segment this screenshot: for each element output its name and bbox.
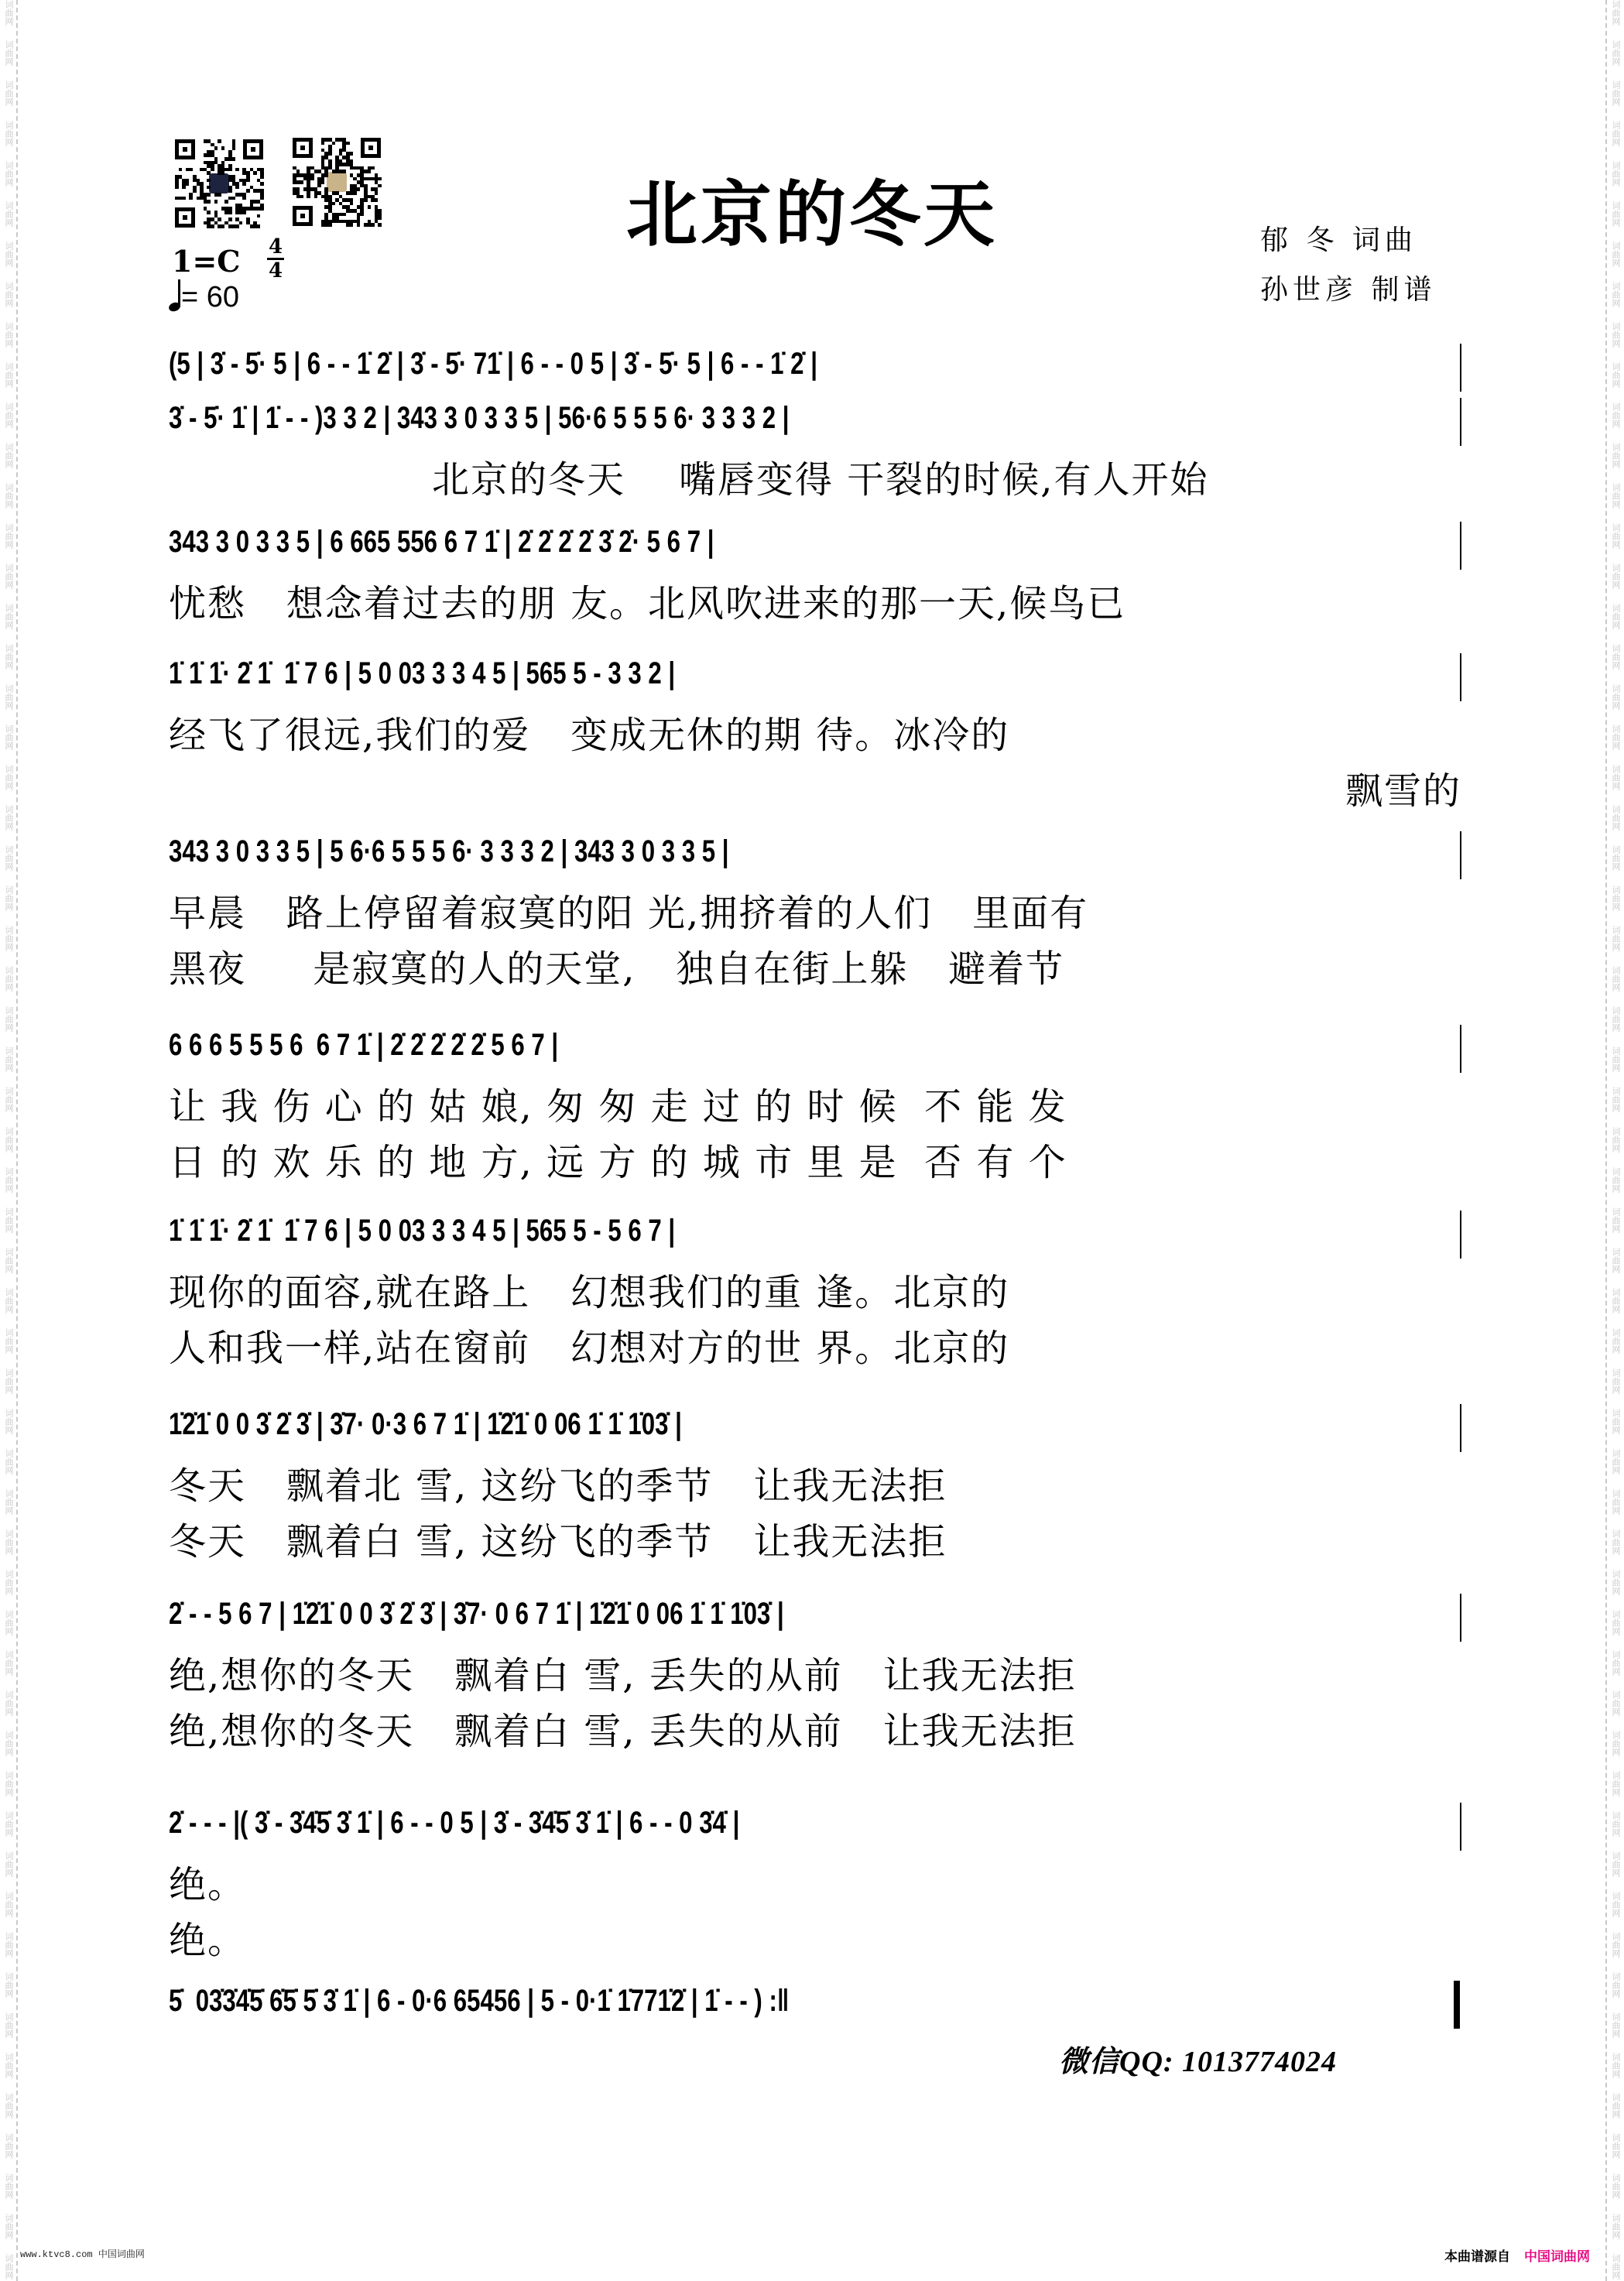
watermark-text: 词曲网: [4, 322, 13, 348]
time-signature: [267, 237, 284, 281]
watermark-text: 词曲网: [4, 443, 13, 468]
watermark-text: 词曲网: [4, 1972, 13, 1998]
watermark-text: 词曲网: [1611, 2093, 1620, 2118]
watermark-text: 词曲网: [1611, 2254, 1620, 2279]
watermark-text: 词曲网: [4, 1248, 13, 1273]
watermark-text: 词曲网: [1611, 885, 1620, 911]
watermark-text: 词曲网: [4, 1892, 13, 1917]
watermark-text: 词曲网: [4, 765, 13, 790]
barline: [1460, 1803, 1461, 1851]
watermark-text: 词曲网: [1611, 1610, 1620, 1635]
watermark-text: 词曲网: [1611, 1046, 1620, 1072]
watermark-text: 词曲网: [1611, 201, 1620, 227]
watermark-text: 词曲网: [1611, 1449, 1620, 1474]
watermark-text: 词曲网: [4, 2053, 13, 2078]
right-dashed-divider: [1605, 0, 1607, 2281]
lyricist-composer-credit: 郁 冬 词曲: [1260, 224, 1417, 256]
watermark-text: 词曲网: [4, 1409, 13, 1434]
watermark-text: 词曲网: [4, 1610, 13, 1635]
watermark-text: 词曲网: [1611, 1570, 1620, 1595]
watermark-text: 词曲网: [4, 1368, 13, 1394]
watermark-text: 词曲网: [4, 0, 13, 26]
watermark-text: 词曲网: [1611, 805, 1620, 831]
watermark-text: 词曲网: [1611, 443, 1620, 468]
notation-line: 3̇ - 5̇· 1̇ | 1̇ - - )3 3 2 | 343 3 0 3 3 5 | 56·6 5 5 5 6· 3 3 3 2 |: [169, 401, 790, 435]
watermark-text: 词曲网: [1611, 926, 1620, 951]
barline: [1460, 653, 1461, 701]
watermark-text: 词曲网: [1611, 1731, 1620, 1756]
barline: [1460, 344, 1461, 392]
watermark-text: 词曲网: [4, 161, 13, 187]
watermark-text: 词曲网: [1611, 402, 1620, 428]
watermark-text: 词曲网: [1611, 1851, 1620, 1877]
source-credit: [1444, 2245, 1590, 2265]
watermark-text: 词曲网: [4, 1046, 13, 1072]
watermark-text: 词曲网: [1611, 1650, 1620, 1676]
site-footer-left[interactable]: [20, 2247, 145, 2260]
watermark-text: 词曲网: [1611, 1006, 1620, 1032]
watermark-text: 词曲网: [1611, 2012, 1620, 2038]
quarter-note-icon: [169, 280, 181, 311]
watermark-text: 词曲网: [4, 1650, 13, 1676]
watermark-text: 词曲网: [4, 1489, 13, 1515]
watermark-text: 词曲网: [4, 80, 13, 106]
watermark-text: 词曲网: [1611, 2053, 1620, 2078]
watermark-text: 词曲网: [4, 2254, 13, 2279]
notation-line: 6 6 6 5 5 5 6 6 7 1̇ | 2̇ 2̇ 2̇ 2̇ 2̇ 5 6 7 |: [169, 1028, 559, 1062]
watermark-text: 词曲网: [4, 644, 13, 670]
watermark-text: 词曲网: [1611, 765, 1620, 790]
tempo-value: = 60: [181, 281, 240, 313]
lyric-line: 日 的 欢 乐 的 地 方, 远 方 的 城 市 里 是 否 有 个: [169, 1141, 1067, 1184]
source-label: 本曲谱源自: [1444, 2249, 1510, 2265]
watermark-text: 词曲网: [1611, 1489, 1620, 1515]
notation-system-1: [169, 341, 1461, 395]
watermark-text: 词曲网: [4, 201, 13, 227]
watermark-text: 词曲网: [4, 1731, 13, 1756]
watermark-text: 词曲网: [4, 2173, 13, 2199]
lyric-line: 绝。: [169, 1919, 247, 1962]
watermark-text: 词曲网: [1611, 1248, 1620, 1273]
lyric-line: 北京的冬天 嘴唇变得 干裂的时候,有人开始: [432, 458, 1209, 502]
watermark-text: 词曲网: [4, 1570, 13, 1595]
lyric-line: 绝,想你的冬天 飘着白 雪, 丢失的从前 让我无法拒: [169, 1654, 1077, 1697]
watermark-text: 词曲网: [1611, 1288, 1620, 1313]
watermark-text: 词曲网: [4, 402, 13, 428]
notation-line: 5̇ 03̇3̇4̇5̇ 6̇5̇ 5̇ 3̇ 1̇ | 6 - 0·6 65456 | 5 - 0·1̇ 1̇771̇2̇ | 1̇ - - ) :‖: [169, 1984, 790, 2018]
watermark-text: 词曲网: [1611, 1328, 1620, 1354]
lyric-line: 人和我一样,站在窗前 幻想对方的世 界。北京的: [169, 1327, 1010, 1370]
watermark-text: 词曲网: [1611, 1087, 1620, 1112]
lyric-line: 冬天 飘着白 雪, 这纷飞的季节 让我无法拒: [169, 1520, 947, 1563]
lyric-line: 绝。: [169, 1863, 247, 1906]
time-signature-bottom: 4: [268, 259, 283, 283]
watermark-text: 词曲网: [1611, 563, 1620, 589]
watermark-text: 词曲网: [1611, 282, 1620, 307]
contact-info: 微信QQ: 1013774024: [1059, 2046, 1338, 2078]
source-brand-link[interactable]: 中国词曲网: [1524, 2249, 1590, 2265]
notation-line: (5 | 3̇ - 5̇· 5 | 6 - - 1̇ 2̇ | 3̇ - 5̇· 71̇ | 6 - - 0 5 | 3̇ - 5̇· 5 | 6 - - 1̇ 2̇ |: [169, 347, 817, 381]
barline: [1460, 1404, 1461, 1452]
watermark-text: 词曲网: [1611, 523, 1620, 549]
watermark-text: 词曲网: [1611, 1690, 1620, 1716]
barline: [1460, 398, 1461, 446]
watermark-text: 词曲网: [1611, 1972, 1620, 1998]
watermark-text: 词曲网: [4, 362, 13, 388]
notation-line: 1̇2̇1̇ 0 0 3̇ 2̇ 3̇ | 3̇7· 0·3 6 7 1̇ | 1̇2̇1̇ 0 06 1̇ 1̇ 1̇03̇ |: [169, 1407, 682, 1441]
right-watermark-column: [1593, 0, 1624, 2281]
watermark-text: 词曲网: [4, 604, 13, 629]
watermark-text: 词曲网: [1611, 1409, 1620, 1434]
notation-line: 2̇ - - - |( 3̇ - 3̇4̇5̇ 3̇ 1̇ | 6 - - 0 5 | 3̇ - 3̇4̇5̇ 3̇ 1̇ | 6 - - 0 3̇4̇ |: [169, 1806, 740, 1840]
time-signature-top: 4: [268, 235, 283, 259]
transcriber-credit: 孙世彦 制谱: [1260, 274, 1437, 306]
watermark-text: 词曲网: [1611, 684, 1620, 710]
lyric-line: 让 我 伤 心 的 姑 娘, 匆 匆 走 过 的 时 候 不 能 发: [169, 1085, 1067, 1129]
final-repeat-barline: [1454, 1981, 1460, 2029]
watermark-text: 词曲网: [1611, 1127, 1620, 1152]
watermark-text: 词曲网: [4, 563, 13, 589]
watermark-text: 词曲网: [4, 1449, 13, 1474]
notation-line: 343 3 0 3 3 5 | 6 665 556 6 7 1̇ | 2̇ 2̇ 2̇ 2̇ 3̇ 2̇· 5 6 7 |: [169, 525, 714, 559]
watermark-text: 词曲网: [1611, 241, 1620, 267]
watermark-text: 词曲网: [1611, 322, 1620, 348]
watermark-text: 词曲网: [4, 523, 13, 549]
barline: [1460, 1594, 1461, 1642]
key-signature: 1=C: [172, 244, 241, 279]
watermark-text: 词曲网: [4, 2133, 13, 2159]
lyric-line: 黑夜 是寂寞的人的天堂, 独自在街上躲 避着节: [169, 947, 1065, 991]
barline: [1460, 522, 1461, 570]
watermark-text: 词曲网: [4, 1207, 13, 1233]
notation-line: 1̇ 1̇ 1̇· 2̇ 1̇ 1̇ 7 6 | 5 0 03 3 3 4 5 | 565 5 - 3 3 2 |: [169, 656, 676, 690]
left-dashed-divider: [16, 0, 18, 2281]
watermark-text: 词曲网: [1611, 1811, 1620, 1837]
watermark-text: 词曲网: [1611, 121, 1620, 146]
notation-system-9: [169, 1591, 1461, 1645]
watermark-text: 词曲网: [4, 2012, 13, 2038]
watermark-text: 词曲网: [4, 845, 13, 871]
left-watermark-column: [0, 0, 31, 2281]
watermark-text: 词曲网: [4, 1087, 13, 1112]
barline: [1460, 1211, 1461, 1259]
watermark-text: 词曲网: [1611, 1368, 1620, 1394]
lyric-line: 飘雪的: [1345, 769, 1461, 813]
watermark-text: 词曲网: [1611, 483, 1620, 509]
notation-line: 343 3 0 3 3 5 | 5 6·6 5 5 5 6· 3 3 3 2 | 343 3 0 3 3 5 |: [169, 834, 729, 868]
watermark-text: 词曲网: [1611, 1892, 1620, 1917]
watermark-text: 词曲网: [1611, 1529, 1620, 1555]
watermark-text: 词曲网: [4, 1851, 13, 1877]
watermark-text: 词曲网: [4, 684, 13, 710]
watermark-text: 词曲网: [1611, 724, 1620, 750]
notation-system-7: [169, 1207, 1461, 1262]
lyric-line: 早晨 路上停留着寂寞的阳 光,拥挤着的人们 里面有: [169, 892, 1089, 935]
notation-system-11: [169, 1978, 1461, 2032]
notation-system-2: [169, 395, 1461, 449]
page-title: 北京的冬天: [625, 173, 998, 256]
watermark-text: 词曲网: [1611, 604, 1620, 629]
watermark-text: 词曲网: [4, 885, 13, 911]
watermark-text: 词曲网: [4, 1127, 13, 1152]
lyric-line: 忧愁 想念着过去的朋 友。北风吹进来的那一天,候鸟已: [169, 582, 1126, 625]
watermark-text: 词曲网: [4, 1690, 13, 1716]
watermark-text: 词曲网: [1611, 2133, 1620, 2159]
watermark-text: 词曲网: [4, 1328, 13, 1354]
notation-system-10: [169, 1800, 1461, 1854]
watermark-text: 词曲网: [4, 724, 13, 750]
watermark-text: 词曲网: [1611, 2173, 1620, 2199]
watermark-text: 词曲网: [1611, 966, 1620, 992]
notation-system-8: [169, 1401, 1461, 1455]
watermark-text: 词曲网: [4, 805, 13, 831]
watermark-text: 词曲网: [1611, 2214, 1620, 2239]
watermark-text: 词曲网: [4, 1288, 13, 1313]
watermark-text: 词曲网: [1611, 644, 1620, 670]
lyric-line: 现你的面容,就在路上 幻想我们的重 逢。北京的: [169, 1271, 1010, 1314]
watermark-text: 词曲网: [1611, 80, 1620, 106]
watermark-text: 词曲网: [1611, 161, 1620, 187]
watermark-text: 词曲网: [1611, 40, 1620, 66]
watermark-text: 词曲网: [1611, 1207, 1620, 1233]
notation-system-3: [169, 519, 1461, 573]
site-url-link[interactable]: www.ktvc8.com: [20, 2249, 93, 2260]
watermark-text: 词曲网: [4, 1006, 13, 1032]
barline: [1460, 831, 1461, 879]
barline: [1460, 1025, 1461, 1073]
watermark-text: 词曲网: [4, 241, 13, 267]
watermark-text: 词曲网: [4, 121, 13, 146]
watermark-text: 词曲网: [4, 966, 13, 992]
watermark-text: 词曲网: [4, 926, 13, 951]
notation-line: 2̇ - - 5 6 7 | 1̇2̇1̇ 0 0 3̇ 2̇ 3̇ | 3̇7· 0 6 7 1̇ | 1̇2̇1̇ 0 06 1̇ 1̇ 1̇03̇ |: [169, 1597, 784, 1631]
watermark-text: 词曲网: [4, 1167, 13, 1193]
watermark-text: 词曲网: [4, 40, 13, 66]
notation-line: 1̇ 1̇ 1̇· 2̇ 1̇ 1̇ 7 6 | 5 0 03 3 3 4 5 | 565 5 - 5 6 7 |: [169, 1214, 676, 1248]
site-name-label: 中国词曲网: [98, 2248, 145, 2259]
watermark-text: 词曲网: [1611, 0, 1620, 26]
notation-system-6: [169, 1022, 1461, 1076]
watermark-text: 词曲网: [4, 483, 13, 509]
lyric-line: 经飞了很远,我们的爱 变成无休的期 待。冰冷的: [169, 714, 1010, 757]
watermark-text: 词曲网: [4, 1771, 13, 1796]
watermark-text: 词曲网: [4, 282, 13, 307]
watermark-text: 词曲网: [1611, 362, 1620, 388]
watermark-text: 词曲网: [1611, 1771, 1620, 1796]
lyric-line: 冬天 飘着北 雪, 这纷飞的季节 让我无法拒: [169, 1464, 947, 1508]
notation-system-4: [169, 650, 1461, 704]
watermark-text: 词曲网: [4, 1932, 13, 1957]
tempo-marking: [169, 280, 239, 314]
watermark-text: 词曲网: [1611, 845, 1620, 871]
watermark-text: 词曲网: [1611, 1932, 1620, 1957]
watermark-text: 词曲网: [1611, 1167, 1620, 1193]
watermark-text: 词曲网: [4, 2214, 13, 2239]
notation-system-5: [169, 828, 1461, 882]
watermark-text: 词曲网: [4, 1811, 13, 1837]
lyric-line: 绝,想你的冬天 飘着白 雪, 丢失的从前 让我无法拒: [169, 1710, 1077, 1753]
watermark-text: 词曲网: [4, 1529, 13, 1555]
watermark-text: 词曲网: [4, 2093, 13, 2118]
